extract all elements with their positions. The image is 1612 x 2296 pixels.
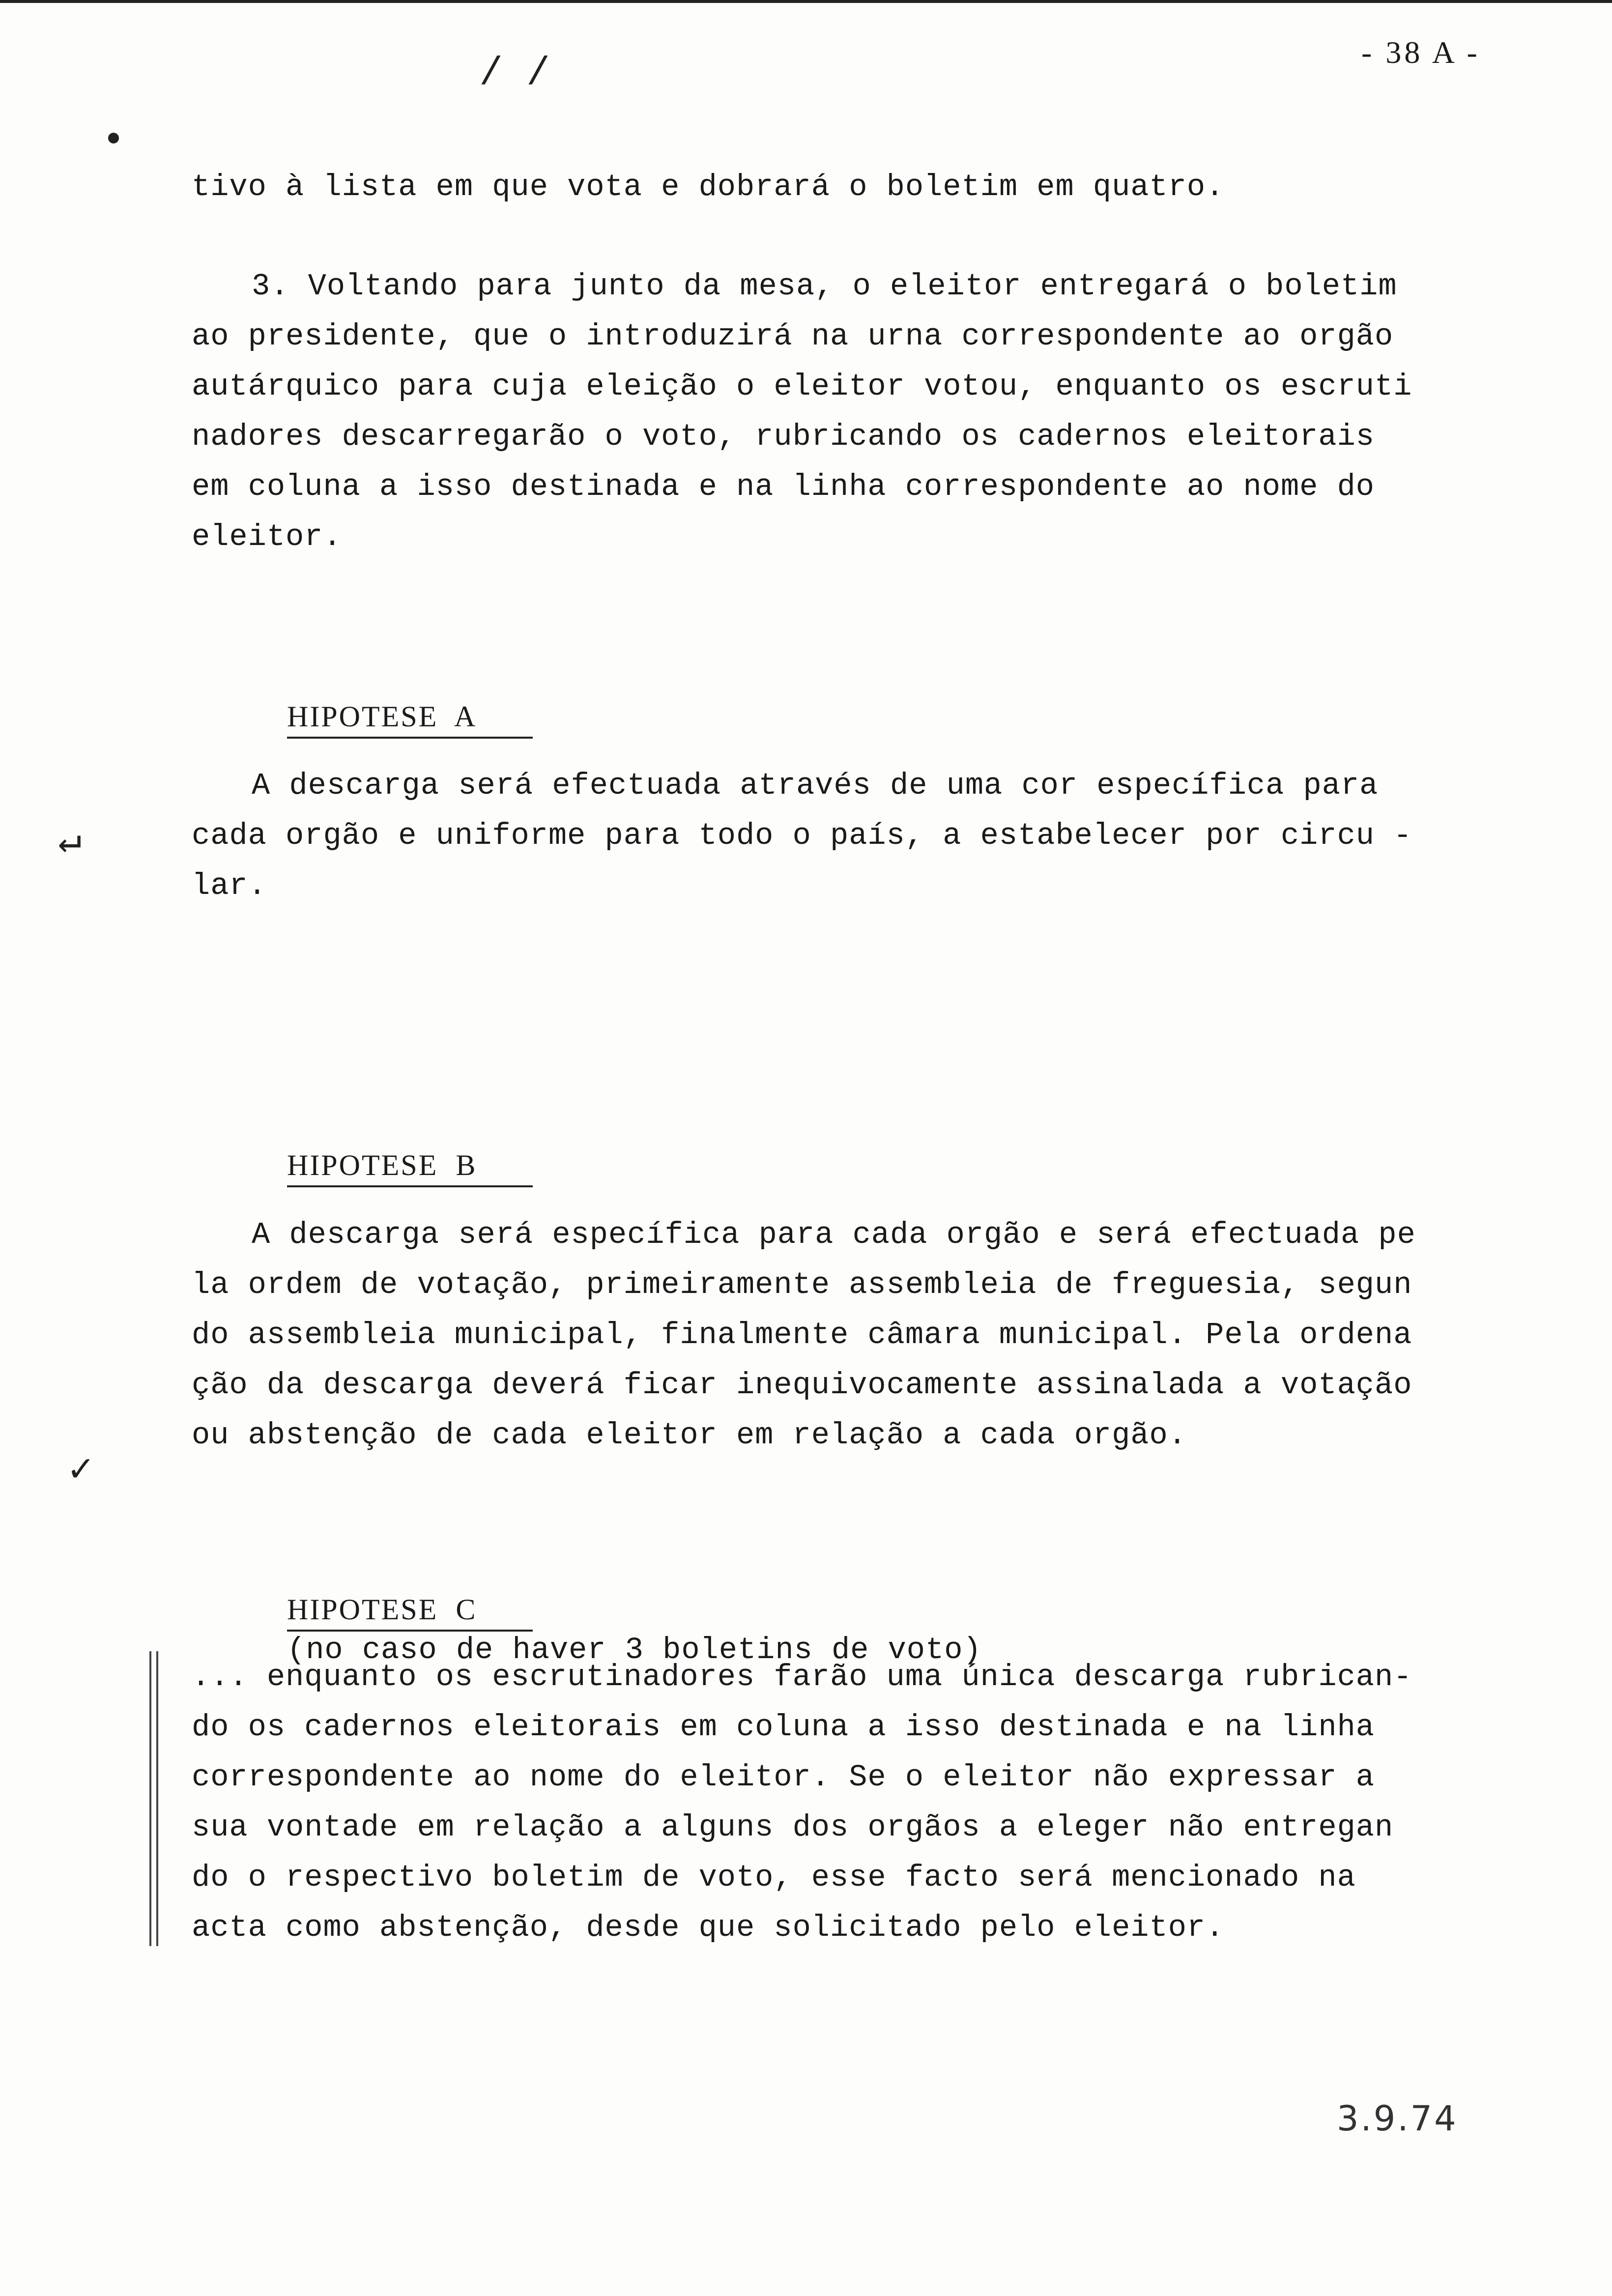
intro-line: tivo à lista em que vota e dobrará o boletim em quatro. — [192, 170, 1225, 204]
hypothesis-c-line: do os cadernos eleitorais em coluna a isso destinada e na linha — [192, 1710, 1375, 1745]
hypothesis-c-paragraph — [192, 1652, 1528, 1953]
hypothesis-c-line: sua vontade em relação a alguns dos orgãos a eleger não entregan — [192, 1810, 1394, 1845]
handwritten-date-note: 3.9.74 — [1337, 2098, 1458, 2139]
hypothesis-b-line: ção da descarga deverá ficar inequivocamente assinalada a votação — [192, 1368, 1412, 1403]
hypothesis-c-note: (no caso de haver 3 boletins de voto) — [287, 1633, 982, 1667]
margin-vertical-bars — [147, 1651, 167, 1946]
item-3-line: ao presidente, que o introduzirá na urna correspondente ao orgão — [192, 319, 1394, 354]
item-3-line: nadores descarregarão o voto, rubricando os cadernos eleitorais — [192, 419, 1375, 454]
hypothesis-a-heading — [252, 666, 533, 773]
page-number: - 38 A - — [1361, 35, 1480, 70]
hypothesis-b-line: la ordem de votação, primeiramente assembleia de freguesia, segun — [192, 1267, 1412, 1302]
checkmark-b: ✓ — [69, 1449, 93, 1493]
checkmark-a: ↵ — [58, 820, 82, 864]
hypothesis-b-paragraph — [192, 1210, 1528, 1461]
pen-mark-slashes: / / — [479, 52, 550, 96]
hypothesis-a-paragraph — [192, 761, 1528, 911]
hypothesis-b-line: ou abstenção de cada eleitor em relação a cada orgão. — [192, 1418, 1187, 1453]
item-3-line: 3. Voltando para junto da mesa, o eleitor entregará o boletim — [252, 269, 1397, 304]
hypothesis-a-title: HIPOTESE A — [287, 700, 533, 739]
hole-punch-dot — [108, 133, 119, 144]
hypothesis-c-line: ... enquanto os escrutinadores farão uma única descarga rubrican- — [192, 1660, 1412, 1694]
hypothesis-c-line: do o respectivo boletim de voto, esse facto será mencionado na — [192, 1860, 1356, 1895]
hypothesis-b-line: do assembleia municipal, finalmente câmara municipal. Pela ordena — [192, 1318, 1412, 1352]
item-3-line: eleitor. — [192, 519, 342, 554]
hypothesis-c-title: HIPOTESE C — [287, 1593, 533, 1632]
top-border-line — [0, 0, 1612, 3]
margin-bar — [156, 1651, 158, 1946]
hypothesis-a-line: cada orgão e uniforme para todo o país, a estabelecer por circu - — [192, 818, 1412, 853]
hypothesis-b-heading — [252, 1115, 533, 1221]
hypothesis-c-line: correspondente ao nome do eleitor. Se o eleitor não expressar a — [192, 1760, 1375, 1795]
hypothesis-a-line: A descarga será efectuada através de uma cor específica para — [252, 768, 1379, 803]
item-3-line: em coluna a isso destinada e na linha correspondente ao nome do — [192, 469, 1375, 504]
margin-bar — [149, 1651, 151, 1946]
hypothesis-c-line: acta como abstenção, desde que solicitado pelo eleitor. — [192, 1910, 1225, 1945]
item-3-paragraph — [192, 261, 1528, 562]
hypothesis-b-title: HIPOTESE B — [287, 1148, 533, 1187]
hypothesis-b-line: A descarga será específica para cada orgão e será efectuada pe — [252, 1217, 1416, 1252]
item-3-line: autárquico para cuja eleição o eleitor votou, enquanto os escruti — [192, 369, 1412, 404]
hypothesis-a-line: lar. — [192, 868, 267, 903]
